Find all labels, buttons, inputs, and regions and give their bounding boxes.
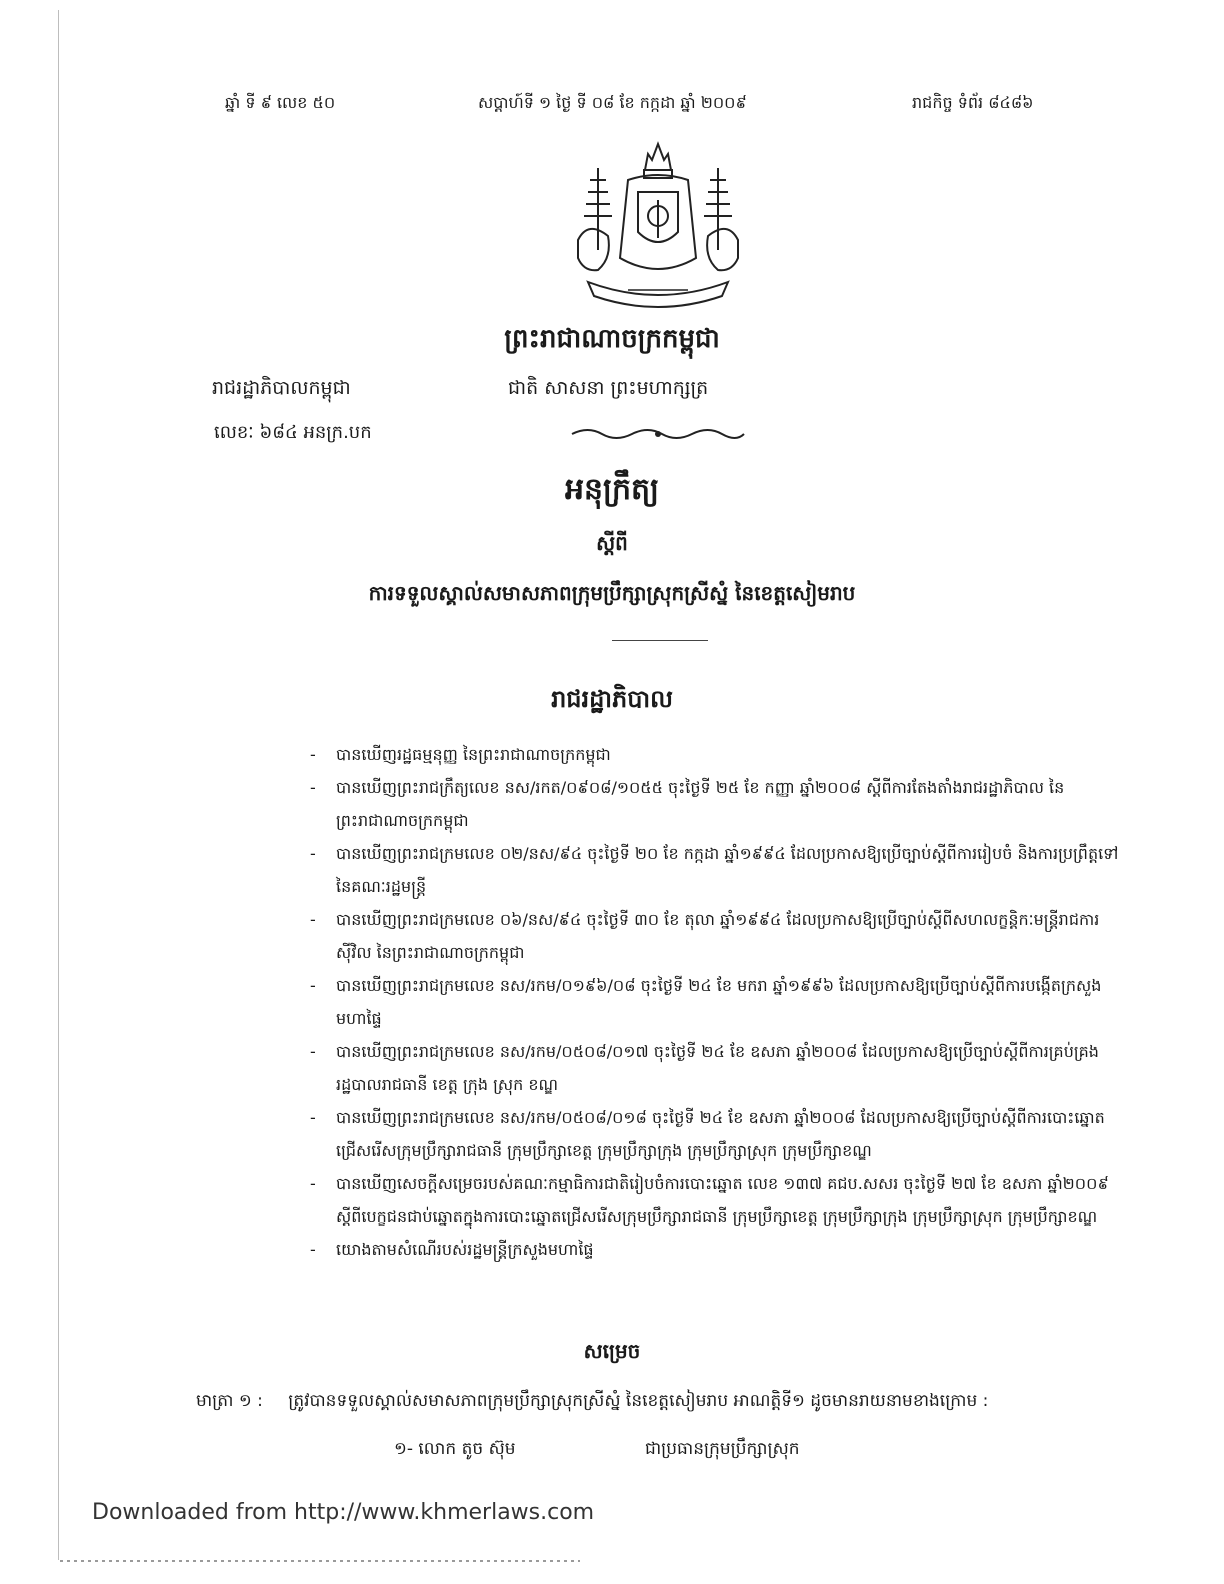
list-item: - បានឃើញព្រះរាជក្រមលេខ នស/រកម/០៥០៨/០១៧ ចុះថ្ងៃទី ២៤ ខែ ឧសភា ឆ្នាំ២០០៨ ដែលប្រកាសឱ្យប្រើច្បាប់ស្តីពីការគ្រប់គ្រងរដ្ឋបាលរាជធានី ខេត្ត ក្រុង ស្រុក ខណ្ឌ	[310, 1042, 1099, 1094]
royal-coat-of-arms-icon	[568, 140, 748, 310]
ornament-flourish-icon	[568, 424, 748, 444]
decree-subject: ការទទួលស្គាល់សមាសភាពក្រុមប្រឹក្សាស្រុកស្រីស្នំ នៃខេត្តសៀមរាប	[368, 581, 856, 605]
government-label: រាជរដ្ឋាភិបាលកម្ពុជា	[212, 377, 351, 399]
list-item: - បានឃើញរដ្ឋធម្មនុញ្ញ នៃព្រះរាជាណាចក្រកម្ពុជា	[310, 745, 611, 764]
download-source-footer: Downloaded from http://www.khmerlaws.com	[92, 1500, 595, 1525]
considerations-list	[306, 738, 1126, 1266]
list-item: - បានឃើញព្រះរាជក្រមលេខ ០២/នស/៩៤ ចុះថ្ងៃទី ២០ ខែ កក្កដា ឆ្នាំ១៩៩៤ ដែលប្រកាសឱ្យប្រើច្បាប់ស្តីពីការរៀបចំ និងការប្រព្រឹត្តទៅនៃគណៈរដ្ឋមន្ត្រី	[310, 844, 1119, 896]
consideration-text: បានឃើញព្រះរាជក្រមលេខ នស/រកម/០១៩៦/០៨ ចុះថ្ងៃទី ២៤ ខែ មករា ឆ្នាំ១៩៩៦ ដែលប្រកាសឱ្យប្រើច្បាប់ស្តីពីការបង្កើតក្រសួងមហាផ្ទៃ	[336, 976, 1102, 1028]
consideration-text: បានឃើញសេចក្តីសម្រេចរបស់គណៈកម្មាធិការជាតិរៀបចំការបោះឆ្នោត លេខ ១៣៧ គជប.សសរ ចុះថ្ងៃទី ២៧ ខែ ឧសភា ឆ្នាំ២០០៩ ស្តីពីបេក្ខជនជាប់ឆ្នោតក្នុងការបោះឆ្នោតជ្រើសរើសក្រុមប្រឹក្សារាជធានី ក្រុមប្រឹក្សាខេត្ត ក្រុមប្រឹក្សាក្រុង ក្រុមប្រឹក្សាស្រុក ក្រុមប្រឹក្សាខណ្ឌ	[336, 1174, 1109, 1226]
section-divider	[612, 640, 708, 641]
article-1	[196, 1390, 1116, 1415]
list-item: - បានឃើញព្រះរាជក្រមលេខ ០៦/នស/៩៤ ចុះថ្ងៃទី ៣០ ខែ តុលា ឆ្នាំ១៩៩៤ ដែលប្រកាសឱ្យប្រើច្បាប់ស្តីពីសហលក្ខន្តិកៈមន្ត្រីរាជការស៊ីវិល នៃព្រះរាជាណាចក្រកម្ពុជា	[310, 910, 1100, 962]
consideration-text: យោងតាមសំណើរបស់រដ្ឋមន្ត្រីក្រសួងមហាផ្ទៃ	[336, 1240, 594, 1259]
list-item: - បានឃើញព្រះរាជក្រឹត្យលេខ នស/រកត/០៩០៨/១០៥៥ ចុះថ្ងៃទី ២៥ ខែ កញ្ញា ឆ្នាំ២០០៨ ស្តីពីការតែងតាំងរាជរដ្ឋាភិបាល នៃព្រះរាជាណាចក្រកម្ពុជា	[310, 778, 1065, 830]
list-item: - បានឃើញសេចក្តីសម្រេចរបស់គណៈកម្មាធិការជាតិរៀបចំការបោះឆ្នោត លេខ ១៣៧ គជប.សសរ ចុះថ្ងៃទី ២៧ ខែ ឧសភា ឆ្នាំ២០០៩ ស្តីពីបេក្ខជនជាប់ឆ្នោតក្នុងការបោះឆ្នោតជ្រើសរើសក្រុមប្រឹក្សារាជធានី ក្រុមប្រឹក្សាខេត្ត ក្រុមប្រឹក្សាក្រុង ក្រុមប្រឹក្សាស្រុក ក្រុមប្រឹក្សាខណ្ឌ	[310, 1174, 1109, 1226]
consideration-text: បានឃើញព្រះរាជក្រមលេខ ០២/នស/៩៤ ចុះថ្ងៃទី ២០ ខែ កក្កដា ឆ្នាំ១៩៩៤ ដែលប្រកាសឱ្យប្រើច្បាប់ស្តីពីការរៀបចំ និងការប្រព្រឹត្តទៅនៃគណៈរដ្ឋមន្ត្រី	[336, 844, 1119, 896]
member-role: ជាប្រធានក្រុមប្រឹក្សាស្រុក	[645, 1439, 800, 1459]
article-label: មាត្រា ១ :	[196, 1391, 263, 1411]
consideration-text: បានឃើញព្រះរាជក្រមលេខ នស/រកម/០៥០៨/០១៨ ចុះថ្ងៃទី ២៤ ខែ ឧសភា ឆ្នាំ២០០៨ ដែលប្រកាសឱ្យប្រើច្បាប់ស្តីពីការបោះឆ្នោតជ្រើសរើសក្រុមប្រឹក្សារាជធានី ក្រុមប្រឹក្សាខេត្ត ក្រុមប្រឹក្សាក្រុង ក្រុមប្រឹក្សាស្រុក ក្រុមប្រឹក្សាខណ្ឌ	[336, 1108, 1105, 1160]
member-name: ១- លោក តូច ស៊ុម	[394, 1439, 516, 1459]
reference-number: លេខៈ ៦៨៤ អនក្រ.បក	[214, 422, 372, 443]
decides-heading: សម្រេច	[583, 1339, 641, 1363]
decree-concerning: ស្តីពី	[596, 531, 628, 555]
gazette-header	[0, 92, 1224, 122]
list-item: - យោងតាមសំណើរបស់រដ្ឋមន្ត្រីក្រសួងមហាផ្ទៃ	[310, 1240, 594, 1259]
header-date: សប្តាហ៍ទី ១ ថ្ងៃ ទី ០៨ ខែ កក្កដា ឆ្នាំ ២០០៩	[478, 93, 747, 112]
national-motto: ជាតិ សាសនា ព្រះមហាក្សត្រ	[508, 377, 709, 399]
scan-bottom-marks	[60, 1560, 580, 1562]
header-issue: ឆ្នាំ ទី ៩ លេខ ៥០	[225, 93, 336, 112]
consideration-text: បានឃើញរដ្ឋធម្មនុញ្ញ នៃព្រះរាជាណាចក្រកម្ពុជា	[336, 745, 611, 764]
article-text: ត្រូវបានទទួលស្គាល់សមាសភាពក្រុមប្រឹក្សាស្រុកស្រីស្នំ នៃខេត្តសៀមរាប អាណត្តិទី១ ដូចមានរាយនាមខាងក្រោម :	[288, 1391, 989, 1411]
header-page: រាជកិច្ច ទំព័រ ៨៤៨៦	[912, 93, 1034, 112]
decree-title: អនុក្រឹត្យ	[564, 472, 660, 507]
list-item: - បានឃើញព្រះរាជក្រមលេខ នស/រកម/០៥០៨/០១៨ ចុះថ្ងៃទី ២៤ ខែ ឧសភា ឆ្នាំ២០០៨ ដែលប្រកាសឱ្យប្រើច្បាប់ស្តីពីការបោះឆ្នោតជ្រើសរើសក្រុមប្រឹក្សារាជធានី ក្រុមប្រឹក្សាខេត្ត ក្រុមប្រឹក្សាក្រុង ក្រុមប្រឹក្សាស្រុក ក្រុមប្រឹក្សាខណ្ឌ	[310, 1108, 1105, 1160]
consideration-text: បានឃើញព្រះរាជក្រឹត្យលេខ នស/រកត/០៩០៨/១០៥៥ ចុះថ្ងៃទី ២៥ ខែ កញ្ញា ឆ្នាំ២០០៨ ស្តីពីការតែងតាំងរាជរដ្ឋាភិបាល នៃព្រះរាជាណាចក្រកម្ពុជា	[336, 778, 1065, 830]
kingdom-title: ព្រះរាជាណាចក្រកម្ពុជា	[504, 324, 720, 354]
consideration-text: បានឃើញព្រះរាជក្រមលេខ ០៦/នស/៩៤ ចុះថ្ងៃទី ៣០ ខែ តុលា ឆ្នាំ១៩៩៤ ដែលប្រកាសឱ្យប្រើច្បាប់ស្តីពីសហលក្ខន្តិកៈមន្ត្រីរាជការស៊ីវិល នៃព្រះរាជាណាចក្រកម្ពុជា	[336, 910, 1100, 962]
list-item: - បានឃើញព្រះរាជក្រមលេខ នស/រកម/០១៩៦/០៨ ចុះថ្ងៃទី ២៤ ខែ មករា ឆ្នាំ១៩៩៦ ដែលប្រកាសឱ្យប្រើច្បាប់ស្តីពីការបង្កើតក្រសួងមហាផ្ទៃ	[310, 976, 1102, 1028]
government-heading: រាជរដ្ឋាភិបាល	[551, 685, 673, 713]
consideration-text: បានឃើញព្រះរាជក្រមលេខ នស/រកម/០៥០៨/០១៧ ចុះថ្ងៃទី ២៤ ខែ ឧសភា ឆ្នាំ២០០៨ ដែលប្រកាសឱ្យប្រើច្បាប់ស្តីពីការគ្រប់គ្រងរដ្ឋបាលរាជធានី ខេត្ត ក្រុង ស្រុក ខណ្ឌ	[336, 1042, 1099, 1094]
scan-edge-line	[58, 10, 59, 1560]
